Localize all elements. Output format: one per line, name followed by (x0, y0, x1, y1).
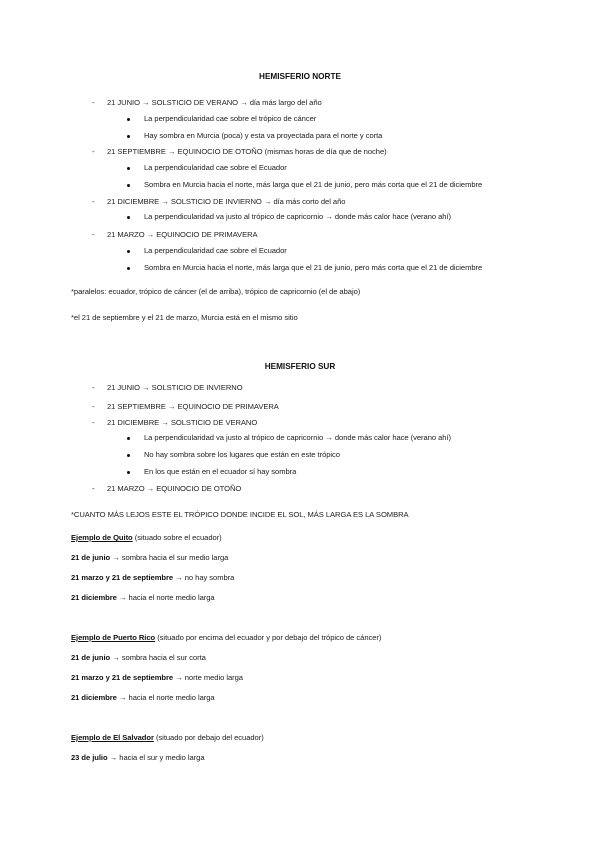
example-text: hacia el sur y medio larga (119, 753, 205, 762)
bullet-dot (127, 250, 130, 253)
bullet-dot (127, 454, 130, 457)
example-heading (71, 533, 222, 542)
arrow-icon: → (167, 402, 176, 411)
arrow-icon: → (146, 230, 155, 239)
example-subtitle: (situado por debajo del ecuador) (155, 733, 264, 742)
arrow-icon: → (142, 383, 150, 392)
item-date: 21 DICIEMBRE (107, 197, 160, 206)
example-subtitle: (situado por encima del ecuador y por debajo del trópico de cáncer) (157, 633, 382, 642)
example-row (71, 553, 228, 562)
item-date: 21 MARZO (107, 484, 145, 493)
bullet-dot (127, 135, 130, 138)
example-heading (71, 633, 381, 642)
example-text: sombra hacia el sur corta (121, 653, 206, 662)
dash-bullet: - (92, 197, 95, 206)
item-date: 21 JUNIO (107, 98, 140, 107)
bullet-dot (127, 471, 130, 474)
arrow-icon: → (161, 197, 169, 206)
arrow-icon: → (325, 433, 333, 442)
bullet-dot (127, 437, 130, 440)
arrow-icon: → (263, 197, 272, 206)
dash-bullet: - (92, 147, 95, 156)
example-title: Ejemplo de Quito (71, 533, 133, 542)
item-detail: día más corto del año (273, 197, 346, 206)
item-event: EQUINOCIO DE PRIMAVERA (156, 230, 258, 239)
arrow-icon: → (112, 653, 120, 662)
item-date: 21 DICIEMBRE (107, 418, 160, 427)
sub-item: No hay sombra sobre los lugares que están en este trópico (144, 450, 340, 459)
example-date: 21 de junio (71, 653, 111, 662)
sub-item-detail: donde más calor hace (verano ahí) (334, 212, 451, 221)
bullet-dot (127, 167, 130, 170)
item-date: 21 SEPTIEMBRE (107, 147, 166, 156)
section-title-norte: HEMISFERIO NORTE (259, 72, 341, 81)
example-date: 21 marzo y 21 de septiembre (71, 673, 174, 682)
example-text: no hay sombra (184, 573, 235, 582)
item-event: SOLSTICIO DE INVIERNO (151, 383, 243, 392)
example-date: 21 diciembre (71, 693, 117, 702)
dash-bullet: - (92, 402, 95, 411)
sub-item: La perpendicularidad cae sobre el Ecuador (144, 246, 287, 255)
bullet-dot (127, 184, 130, 187)
list-item (107, 98, 322, 107)
sub-item-text: La perpendicularidad va justo al trópico de capricornio (144, 212, 324, 221)
list-item (107, 418, 257, 427)
bullet-dot (127, 118, 130, 121)
example-row (71, 693, 215, 702)
sub-item: La perpendicularidad cae sobre el Ecuador (144, 163, 287, 172)
section-title-sur: HEMISFERIO SUR (264, 362, 336, 371)
list-item (107, 484, 241, 493)
example-row (71, 593, 215, 602)
dash-bullet: - (92, 383, 95, 392)
example-text: sombra hacia el sur medio larga (121, 553, 229, 562)
example-subtitle: (situado sobre el ecuador) (134, 533, 222, 542)
sub-item-text: La perpendicularidad va justo al trópico de capricornio (144, 433, 324, 442)
item-date: 21 SEPTIEMBRE (107, 402, 166, 411)
arrow-icon: → (109, 753, 118, 762)
dash-bullet: - (92, 418, 95, 427)
item-event: SOLSTICIO DE VERANO (151, 98, 239, 107)
sub-item: Sombra en Murcia hacia el norte, más larga que el 21 de junio, pero más corta que el 21 de diciembre (144, 180, 483, 189)
list-item (107, 197, 345, 206)
sub-item: Sombra en Murcia hacia el norte, más larga que el 21 de junio, pero más corta que el 21 de diciembre (144, 263, 483, 272)
arrow-icon: → (175, 673, 183, 682)
example-text: hacia el norte medio larga (128, 593, 215, 602)
note-paralelos: *paralelos: ecuador, trópico de cáncer (el de arriba), trópico de capricornio (el de abajo) (71, 287, 361, 296)
dash-bullet: - (92, 98, 95, 107)
list-item (107, 402, 279, 411)
sub-item (144, 212, 451, 221)
item-event: SOLSTICIO DE INVIERNO (170, 197, 262, 206)
arrow-icon: → (118, 593, 127, 602)
example-date: 21 de junio (71, 553, 111, 562)
example-text: hacia el norte medio larga (128, 693, 215, 702)
item-event: EQUINOCIO DE OTOÑO (mismas horas de día que de noche) (177, 147, 387, 156)
item-event: SOLSTICIO DE VERANO (170, 418, 258, 427)
example-row (71, 653, 206, 662)
arrow-icon: → (240, 98, 248, 107)
sub-item-detail: donde más calor hace (verano ahí) (334, 433, 451, 442)
arrow-icon: → (142, 98, 150, 107)
item-event: EQUINOCIO DE OTOÑO (156, 484, 242, 493)
item-detail: día más largo del año (249, 98, 322, 107)
example-date: 21 marzo y 21 de septiembre (71, 573, 174, 582)
list-item (107, 383, 243, 392)
sub-item: En los que están en el ecuador sí hay sombra (144, 467, 297, 476)
example-heading (71, 733, 264, 742)
example-row (71, 573, 234, 582)
list-item (107, 230, 258, 239)
item-date: 21 JUNIO (107, 383, 140, 392)
arrow-icon: → (175, 573, 183, 582)
item-date: 21 MARZO (107, 230, 145, 239)
arrow-icon: → (112, 553, 120, 562)
sub-item (144, 433, 451, 442)
example-row (71, 673, 243, 682)
sub-item: Hay sombra en Murcia (poca) y esta va proyectada para el norte y corta (144, 131, 383, 140)
example-title: Ejemplo de El Salvador (71, 733, 154, 742)
arrow-icon: → (146, 484, 155, 493)
arrow-icon: → (167, 147, 176, 156)
example-date: 23 de julio (71, 753, 108, 762)
example-row (71, 753, 205, 762)
arrow-icon: → (325, 212, 333, 221)
item-event: EQUINOCIO DE PRIMAVERA (177, 402, 279, 411)
arrow-icon: → (161, 418, 169, 427)
arrow-icon: → (118, 693, 127, 702)
bullet-dot (127, 267, 130, 270)
example-date: 21 diciembre (71, 593, 117, 602)
sub-item: La perpendicularidad cae sobre el trópico de cáncer (144, 114, 317, 123)
example-title: Ejemplo de Puerto Rico (71, 633, 156, 642)
example-text: norte medio larga (184, 673, 243, 682)
bullet-dot (127, 216, 130, 219)
list-item (107, 147, 387, 156)
note-murcia: *el 21 de septiembre y el 21 de marzo, Murcia está en el mismo sitio (71, 313, 298, 322)
note-sombra: *CUANTO MÁS LEJOS ESTE EL TRÓPICO DONDE INCIDE EL SOL, MÁS LARGA ES LA SOMBRA (71, 510, 409, 519)
dash-bullet: - (92, 230, 95, 239)
dash-bullet: - (92, 484, 95, 493)
